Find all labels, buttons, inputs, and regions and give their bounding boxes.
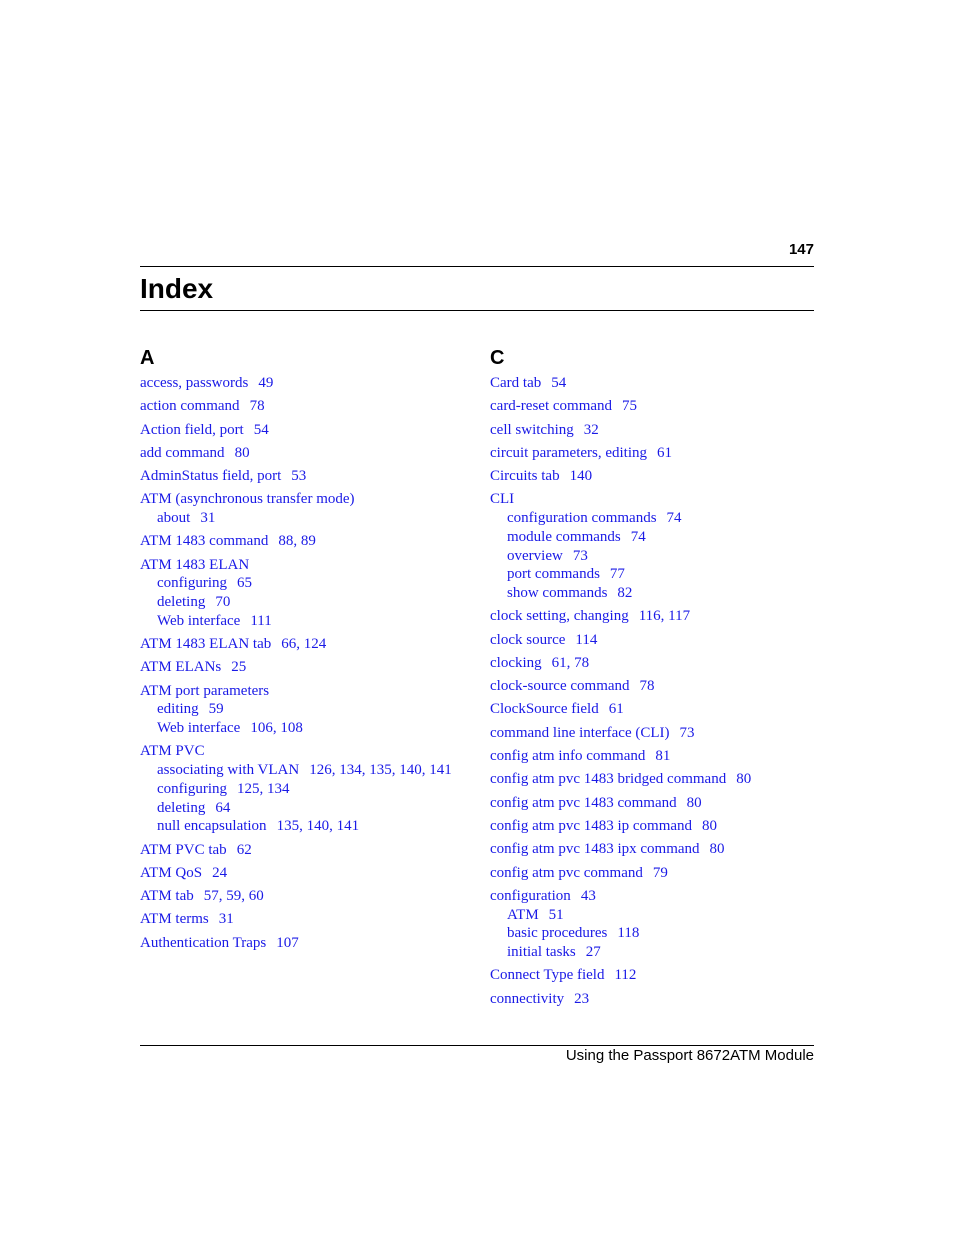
- index-pages[interactable]: 23: [574, 990, 590, 1007]
- index-subentry[interactable]: [140, 799, 480, 818]
- index-entry: [140, 374, 480, 393]
- index-subterm[interactable]: associating with VLAN: [157, 762, 300, 779]
- index-subentry[interactable]: [490, 943, 830, 962]
- index-entry: [490, 490, 830, 602]
- index-term[interactable]: action command: [140, 398, 240, 415]
- index-entry: [490, 677, 830, 696]
- index-subterm[interactable]: editing: [157, 701, 199, 718]
- index-entry-line[interactable]: [490, 397, 830, 416]
- index-term[interactable]: config atm pvc 1483 ipx command: [490, 841, 700, 858]
- index-subentry[interactable]: [140, 509, 480, 528]
- index-pages[interactable]: 53: [291, 468, 307, 485]
- index-subentry[interactable]: [140, 574, 480, 593]
- index-entry: [490, 817, 830, 836]
- index-subpages[interactable]: 82: [617, 585, 633, 601]
- index-subpages[interactable]: 77: [609, 566, 625, 583]
- index-term[interactable]: Card tab: [490, 375, 542, 391]
- index-entry: [490, 444, 830, 463]
- index-column-c: [490, 344, 830, 1013]
- index-term[interactable]: config atm pvc 1483 ip command: [490, 817, 693, 834]
- index-entry: [140, 934, 480, 953]
- index-entry-line[interactable]: [490, 887, 830, 906]
- index-subpages[interactable]: 118: [617, 925, 640, 942]
- index-pages[interactable]: 61: [608, 701, 624, 718]
- index-subpages[interactable]: 31: [200, 510, 216, 527]
- index-pages[interactable]: 78: [639, 678, 655, 695]
- index-entry-line[interactable]: [140, 397, 480, 416]
- index-entry-line[interactable]: [490, 654, 830, 673]
- index-entry: [140, 556, 480, 631]
- index-pages[interactable]: 78: [249, 398, 265, 415]
- index-subentry[interactable]: [490, 509, 830, 528]
- page-title: Index: [140, 273, 214, 304]
- index-subterm[interactable]: port commands: [507, 566, 600, 583]
- index-entry-line[interactable]: [490, 444, 830, 463]
- index-entry: [490, 467, 830, 486]
- index-term[interactable]: connectivity: [490, 990, 565, 1007]
- index-entry-line[interactable]: [490, 794, 830, 813]
- index-subentry[interactable]: [140, 780, 480, 799]
- index-subpages[interactable]: 64: [215, 799, 231, 816]
- index-subentry[interactable]: [140, 593, 480, 612]
- index-entry: [140, 864, 480, 883]
- index-pages[interactable]: 112: [614, 967, 637, 984]
- index-entry: [490, 724, 830, 743]
- index-term[interactable]: ATM PVC: [140, 743, 205, 760]
- index-entry: [140, 490, 480, 527]
- index-entry-line[interactable]: [490, 700, 830, 719]
- index-entry: [140, 635, 480, 654]
- index-entry: [140, 887, 480, 906]
- index-entry: [490, 770, 830, 789]
- index-entry-line[interactable]: [140, 490, 480, 509]
- index-entry-line[interactable]: [490, 724, 830, 743]
- index-entry-line[interactable]: [140, 421, 480, 440]
- index-entry: [490, 794, 830, 813]
- index-subpages[interactable]: 70: [215, 594, 231, 611]
- index-entry: [140, 658, 480, 677]
- index-term[interactable]: Circuits tab: [490, 468, 560, 485]
- index-pages[interactable]: 57, 59, 60: [203, 888, 264, 905]
- index-pages[interactable]: 25: [231, 659, 247, 676]
- index-subentry[interactable]: [490, 565, 830, 584]
- index-entry-line[interactable]: [140, 635, 480, 654]
- index-term[interactable]: ATM QoS: [140, 864, 203, 881]
- index-entry-line[interactable]: [140, 532, 480, 551]
- index-pages[interactable]: 62: [236, 841, 252, 858]
- index-pages[interactable]: 32: [583, 421, 599, 438]
- index-term[interactable]: CLI: [490, 491, 515, 508]
- index-term[interactable]: Action field, port: [140, 421, 244, 438]
- index-pages[interactable]: 140: [569, 468, 593, 485]
- index-term[interactable]: ATM (asynchronous transfer mode): [140, 491, 355, 508]
- index-subentry[interactable]: [140, 612, 480, 631]
- index-subentry[interactable]: [140, 761, 480, 780]
- index-subpages[interactable]: 73: [572, 547, 588, 564]
- index-entry-line[interactable]: [140, 864, 480, 883]
- index-entry: [490, 747, 830, 766]
- index-subterm[interactable]: about: [157, 510, 191, 527]
- index-subterm[interactable]: deleting: [157, 594, 206, 611]
- index-entry: [490, 421, 830, 440]
- index-entry: [490, 840, 830, 859]
- index-term[interactable]: ATM tab: [140, 888, 194, 905]
- index-entry-line[interactable]: [140, 742, 480, 761]
- index-entry-line[interactable]: [140, 682, 480, 701]
- index-pages[interactable]: 116, 117: [638, 608, 691, 625]
- index-entry-line[interactable]: [490, 770, 830, 789]
- index-term[interactable]: ATM ELANs: [140, 659, 222, 676]
- index-pages[interactable]: 81: [655, 748, 671, 765]
- title-rule: [140, 310, 814, 311]
- index-pages[interactable]: 54: [253, 421, 269, 438]
- index-subterm[interactable]: Web interface: [157, 720, 241, 737]
- index-term[interactable]: ATM PVC tab: [140, 841, 227, 858]
- index-pages[interactable]: 80: [686, 794, 702, 811]
- index-entry: [140, 841, 480, 860]
- index-subterm[interactable]: configuring: [157, 575, 227, 592]
- index-subentry[interactable]: [140, 700, 480, 719]
- index-subterm[interactable]: configuration commands: [507, 510, 657, 527]
- index-entry-line[interactable]: [490, 631, 830, 650]
- index-term[interactable]: clocking: [490, 654, 542, 671]
- index-entry: [140, 532, 480, 551]
- index-subentry[interactable]: [490, 547, 830, 566]
- index-entry-line[interactable]: [490, 966, 830, 985]
- index-entry: [490, 374, 830, 393]
- index-entry: [490, 654, 830, 673]
- index-entry: [140, 397, 480, 416]
- header-rule: [140, 266, 814, 267]
- index-pages[interactable]: 80: [702, 817, 718, 834]
- index-term[interactable]: config atm pvc 1483 bridged command: [490, 771, 727, 788]
- index-subpages[interactable]: 111: [250, 612, 272, 629]
- index-subpages[interactable]: 125, 134: [236, 780, 290, 797]
- index-entry-line[interactable]: [490, 607, 830, 626]
- index-pages[interactable]: 66, 124: [281, 636, 327, 653]
- index-term[interactable]: add command: [140, 444, 225, 461]
- index-entry-line[interactable]: [140, 556, 480, 575]
- index-entry-line[interactable]: [140, 467, 480, 486]
- index-subterm[interactable]: module commands: [507, 528, 621, 545]
- index-pages[interactable]: 80: [234, 444, 250, 461]
- index-entry: [490, 631, 830, 650]
- index-entry-line[interactable]: [140, 841, 480, 860]
- index-entry-line[interactable]: [140, 910, 480, 929]
- index-term[interactable]: Authentication Traps: [140, 934, 267, 951]
- index-subpages[interactable]: 27: [585, 943, 601, 960]
- index-term[interactable]: command line interface (CLI): [490, 724, 670, 741]
- index-entry-line[interactable]: [490, 864, 830, 883]
- index-subterm[interactable]: basic procedures: [507, 925, 608, 942]
- index-subentry[interactable]: [490, 924, 830, 943]
- index-term[interactable]: circuit parameters, editing: [490, 444, 648, 461]
- index-subterm[interactable]: configuring: [157, 780, 227, 797]
- footer-rule: [140, 1045, 814, 1046]
- section-letter: C: [490, 347, 505, 369]
- index-subterm[interactable]: show commands: [507, 585, 608, 601]
- index-entry-line[interactable]: [490, 817, 830, 836]
- index-subterm[interactable]: initial tasks: [507, 943, 576, 960]
- index-subterm[interactable]: ATM: [507, 906, 539, 923]
- index-entry-line[interactable]: [490, 747, 830, 766]
- index-term[interactable]: Connect Type field: [490, 967, 605, 984]
- index-entry-line[interactable]: [490, 990, 830, 1009]
- index-term[interactable]: configuration: [490, 887, 571, 904]
- index-subpages[interactable]: 126, 134, 135, 140, 141: [309, 762, 452, 779]
- index-subpages[interactable]: 74: [630, 528, 646, 545]
- index-entry-line[interactable]: [490, 840, 830, 859]
- index-entry-line[interactable]: [490, 490, 830, 509]
- index-pages[interactable]: 80: [709, 841, 725, 858]
- index-term[interactable]: AdminStatus field, port: [140, 468, 282, 485]
- index-entry-line[interactable]: [140, 934, 480, 953]
- footer-title: Using the Passport 8672ATM Module: [565, 1047, 814, 1064]
- index-subentry[interactable]: [140, 817, 480, 836]
- index-entry-line[interactable]: [490, 677, 830, 696]
- index-term[interactable]: clock setting, changing: [490, 608, 629, 625]
- index-pages[interactable]: 114: [575, 631, 598, 648]
- index-entry-line[interactable]: [140, 444, 480, 463]
- index-pages[interactable]: 88, 89: [278, 533, 316, 550]
- index-entry: [490, 990, 830, 1009]
- index-entry: [490, 700, 830, 719]
- index-term[interactable]: config atm pvc 1483 command: [490, 794, 677, 811]
- index-entry-line[interactable]: [490, 374, 830, 393]
- index-term[interactable]: config atm info command: [490, 748, 646, 765]
- index-column-a: [140, 344, 480, 957]
- index-entry-line[interactable]: [140, 887, 480, 906]
- index-subterm[interactable]: Web interface: [157, 612, 241, 629]
- index-entry: [140, 682, 480, 738]
- index-entry-line[interactable]: [140, 374, 480, 393]
- index-subpages[interactable]: 51: [548, 906, 564, 923]
- index-subentry[interactable]: [490, 528, 830, 547]
- index-subterm[interactable]: deleting: [157, 799, 206, 816]
- index-entry-line[interactable]: [490, 421, 830, 440]
- index-pages[interactable]: 43: [580, 887, 596, 904]
- index-term[interactable]: ATM 1483 ELAN tab: [140, 636, 272, 653]
- index-term[interactable]: clock-source command: [490, 678, 630, 695]
- index-term[interactable]: access, passwords: [140, 375, 249, 391]
- index-subpages[interactable]: 65: [236, 575, 252, 592]
- index-entry: [140, 467, 480, 486]
- index-subterm[interactable]: overview: [507, 547, 563, 564]
- index-subpages[interactable]: 59: [208, 701, 224, 718]
- index-term[interactable]: ATM 1483 command: [140, 533, 269, 550]
- index-term[interactable]: card-reset command: [490, 398, 613, 415]
- index-subentry[interactable]: [490, 584, 830, 603]
- section-letter: A: [140, 347, 155, 369]
- index-pages[interactable]: 24: [212, 864, 228, 881]
- index-term[interactable]: ATM terms: [140, 911, 209, 928]
- index-term[interactable]: ClockSource field: [490, 701, 599, 718]
- index-subterm[interactable]: null encapsulation: [157, 818, 267, 835]
- index-entry: [490, 397, 830, 416]
- index-pages[interactable]: 31: [218, 911, 234, 928]
- index-subpages[interactable]: 135, 140, 141: [276, 818, 360, 835]
- index-term[interactable]: clock source: [490, 631, 566, 648]
- index-entry: [490, 864, 830, 883]
- index-subpages[interactable]: 106, 108: [250, 720, 303, 737]
- index-term[interactable]: config atm pvc command: [490, 864, 643, 881]
- index-term[interactable]: ATM port parameters: [140, 682, 270, 699]
- index-term[interactable]: ATM 1483 ELAN: [140, 556, 250, 573]
- index-pages[interactable]: 61, 78: [551, 654, 590, 671]
- page-number: 147: [788, 241, 814, 258]
- index-pages[interactable]: 73: [679, 724, 695, 741]
- index-pages[interactable]: 107: [276, 934, 299, 951]
- index-pages[interactable]: 80: [736, 771, 752, 788]
- index-subpages[interactable]: 74: [666, 510, 682, 527]
- index-pages[interactable]: 61: [657, 444, 673, 461]
- index-entry: [140, 910, 480, 929]
- index-entry-line[interactable]: [490, 467, 830, 486]
- index-entry: [490, 966, 830, 985]
- index-pages[interactable]: 75: [622, 398, 638, 415]
- index-entry: [490, 607, 830, 626]
- index-entry: [140, 421, 480, 440]
- index-entry-line[interactable]: [140, 658, 480, 677]
- index-pages[interactable]: 54: [551, 375, 567, 391]
- index-entry: [140, 444, 480, 463]
- index-subentry[interactable]: [140, 719, 480, 738]
- index-pages[interactable]: 79: [652, 864, 668, 881]
- index-entry: [140, 742, 480, 836]
- index-term[interactable]: cell switching: [490, 421, 574, 438]
- index-pages[interactable]: 49: [258, 375, 274, 391]
- index-entry: [490, 887, 830, 962]
- index-subentry[interactable]: [490, 906, 830, 925]
